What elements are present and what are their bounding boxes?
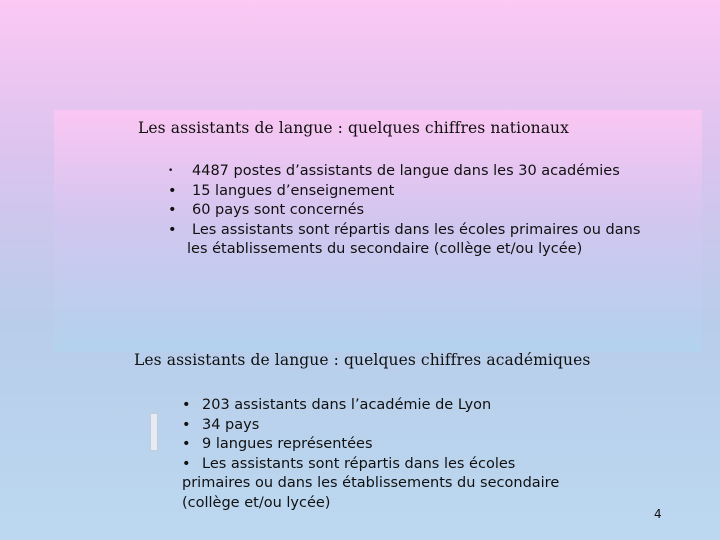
decorative-bar-icon — [150, 413, 158, 451]
list-item-continuation: (collège et/ou lycée) — [182, 494, 331, 511]
bullet-icon: • — [168, 182, 177, 199]
bullet-icon: • — [168, 202, 177, 218]
bullet-icon: • — [182, 416, 191, 433]
list-item-continuation: les établissements du secondaire (collège et/ou lycée) — [187, 241, 583, 257]
academic-bullet-list — [182, 396, 559, 513]
national-bullet-list — [168, 162, 640, 260]
list-item: • Les assistants sont répartis dans les écoles — [182, 455, 559, 475]
list-item: • 4487 postes d’assistants de langue dans les 30 académies — [168, 162, 640, 182]
list-item: • 9 langues représentées — [182, 435, 559, 455]
list-item: • 203 assistants dans l’académie de Lyon — [182, 396, 559, 416]
list-item: • 15 langues d’enseignement — [168, 182, 640, 202]
bullet-icon: • — [182, 397, 191, 413]
bullet-icon: • — [182, 436, 191, 452]
bullet-icon: • — [182, 455, 191, 472]
academic-title: Les assistants de langue : quelques chiffres académiques — [134, 351, 591, 369]
list-item: • 60 pays sont concernés — [168, 201, 640, 221]
list-item-continuation: primaires ou dans les établissements du secondaire — [182, 475, 560, 491]
bullet-icon: • — [168, 166, 174, 176]
bullet-icon: • — [168, 221, 177, 238]
list-item: • Les assistants sont répartis dans les écoles primaires ou dans — [168, 221, 640, 241]
national-title: Les assistants de langue : quelques chiffres nationaux — [138, 119, 569, 137]
list-item: • 34 pays — [182, 416, 559, 436]
page-number: 4 — [654, 507, 662, 521]
